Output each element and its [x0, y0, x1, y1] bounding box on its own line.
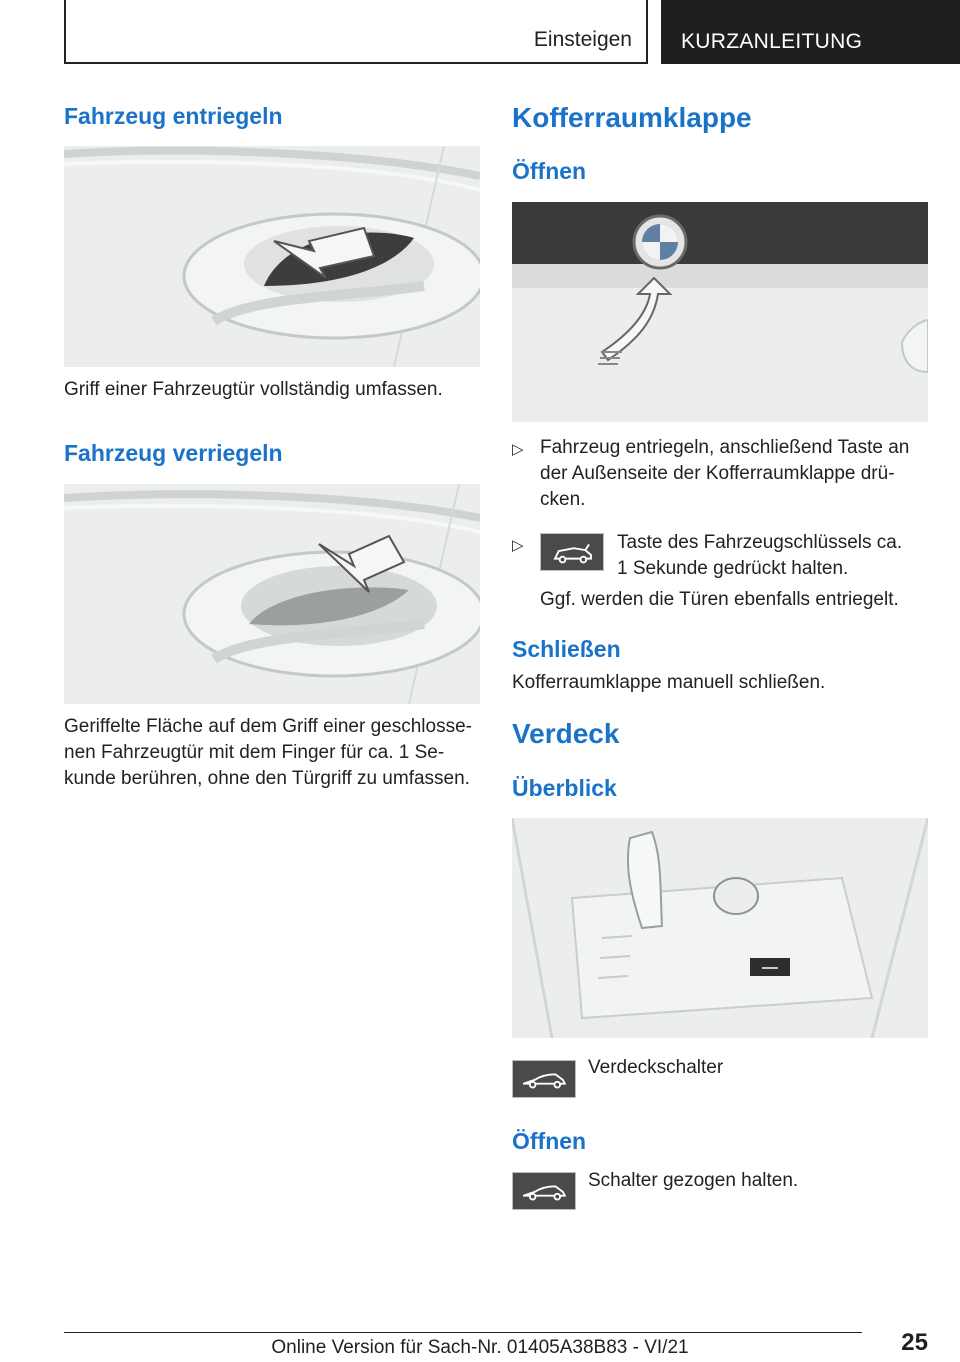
lock-text-line: Geriffelte Fläche auf dem Griff einer geschlosse- — [64, 716, 472, 737]
bullet-2-line: Taste des Fahrzeugschlüssels ca. — [617, 532, 903, 553]
roof-open-heading: Öffnen — [512, 1128, 587, 1154]
lock-text-line: nen Fahrzeugtür mit dem Finger für ca. 1 Se- — [64, 742, 445, 763]
unlock-text: Griff einer Fahrzeugtür vollständig umfassen. — [64, 379, 443, 400]
trunk-bullet-1 — [540, 435, 909, 513]
center-console-image — [512, 818, 928, 1038]
trunk-bullet-2-note: Ggf. werden die Türen ebenfalls entriegelt. — [540, 589, 899, 610]
bullet-marker: ▷ — [512, 441, 524, 458]
convertible-roof-icon — [512, 1172, 576, 1210]
roof-open-text: Schalter gezogen halten. — [588, 1170, 799, 1191]
roof-switch-label: Verdeckschalter — [588, 1057, 724, 1078]
footer-online-version: Online Version für Sach-Nr. 01405A38B83 - VI/21 — [271, 1337, 689, 1358]
roof-overview-heading: Überblick — [512, 775, 617, 801]
lock-text — [64, 714, 472, 792]
page-number: 25 — [901, 1329, 928, 1356]
unlock-heading: Fahrzeug entriegeln — [64, 103, 283, 129]
lock-heading: Fahrzeug verriegeln — [64, 440, 283, 466]
bullet-1-line: Fahrzeug entriegeln, anschließend Taste an — [540, 437, 910, 458]
bullet-1-line: der Außenseite der Kofferraumklappe drü- — [540, 463, 895, 484]
roof-heading: Verdeck — [512, 718, 620, 749]
bullet-1-line: cken. — [540, 489, 586, 510]
header-section-tab — [64, 0, 648, 64]
header-chapter-title: KURZANLEITUNG — [681, 30, 863, 53]
door-handle-unlock-image — [64, 146, 480, 367]
convertible-roof-icon — [512, 1060, 576, 1098]
trunk-close-text: Kofferraumklappe manuell schließen. — [512, 672, 826, 693]
header-chapter-tab — [661, 0, 960, 64]
car-trunk-icon — [540, 533, 604, 571]
bullet-marker: ▷ — [512, 537, 524, 554]
trunk-button-image — [512, 202, 928, 422]
trunk-close-heading: Schließen — [512, 636, 621, 662]
footer-divider — [64, 1332, 862, 1333]
door-handle-lock-image — [64, 484, 480, 704]
bullet-2-line: 1 Sekunde gedrückt halten. — [617, 558, 849, 579]
lock-text-line: kunde berühren, ohne den Türgriff zu umfassen. — [64, 768, 470, 789]
trunk-bullet-2 — [617, 530, 902, 582]
header-section-title: Einsteigen — [533, 28, 632, 51]
trunk-open-heading: Öffnen — [512, 158, 587, 184]
trunk-heading: Kofferraumklappe — [512, 102, 752, 133]
